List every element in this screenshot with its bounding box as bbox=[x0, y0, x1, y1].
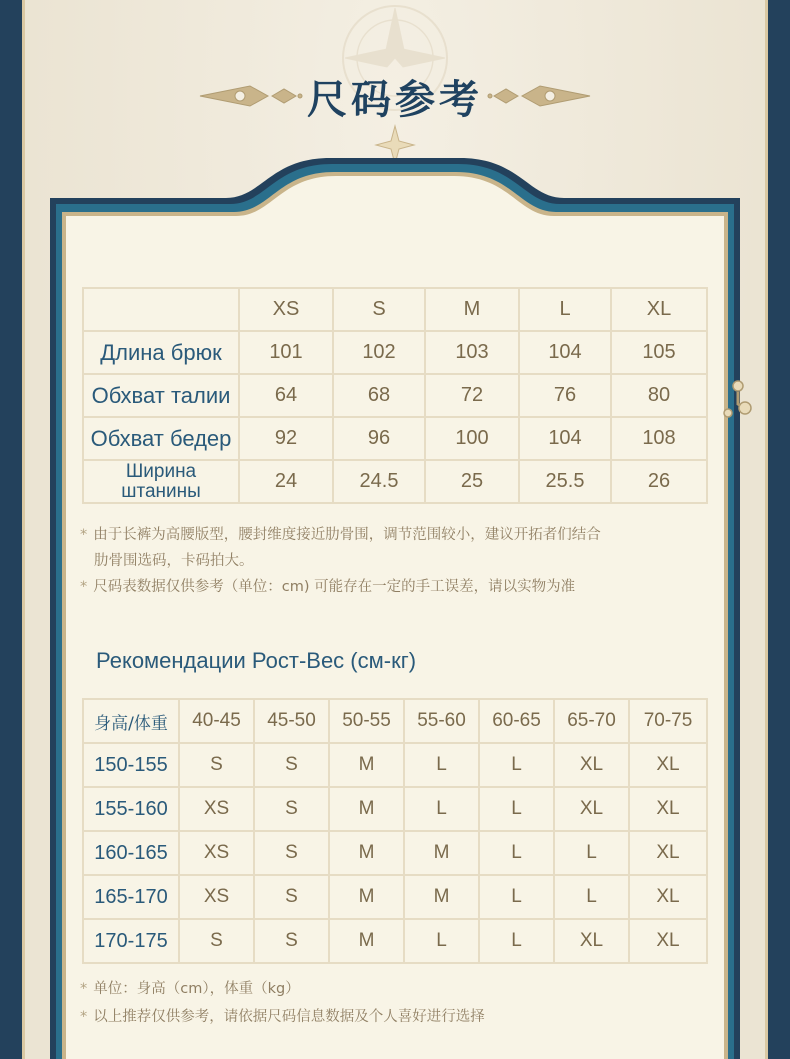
table-cell: XS bbox=[179, 831, 254, 875]
table-cell: L bbox=[404, 919, 479, 963]
table-cell: 104 bbox=[519, 417, 611, 460]
weight-column-header: 60-65 bbox=[479, 699, 554, 743]
size-column-header: XS bbox=[239, 288, 333, 331]
page-title: 尺码参考 bbox=[307, 76, 483, 123]
table-cell: XL bbox=[554, 919, 629, 963]
weight-column-header: 70-75 bbox=[629, 699, 707, 743]
row-label-line: Ширина bbox=[125, 460, 197, 482]
table-cell: 102 bbox=[333, 331, 425, 374]
note-bottom-1 bbox=[80, 976, 300, 1002]
row-label-line: штанины bbox=[121, 480, 201, 502]
note-text: 肋骨围选码，卡码拍大。 bbox=[94, 553, 254, 569]
row-label: Обхват талии bbox=[83, 374, 239, 417]
table-cell: 64 bbox=[239, 374, 333, 417]
size-chart-table bbox=[82, 287, 708, 504]
note-top-1 bbox=[80, 522, 601, 574]
table-cell: M bbox=[329, 743, 404, 787]
table-cell: 101 bbox=[239, 331, 333, 374]
table-cell: L bbox=[554, 831, 629, 875]
row-label: Обхват бедер bbox=[83, 417, 239, 460]
table-cell: L bbox=[479, 743, 554, 787]
table-cell: L bbox=[479, 919, 554, 963]
note-star: * bbox=[80, 1009, 88, 1025]
table-cell: 92 bbox=[239, 417, 333, 460]
note-text: 由于长裤为高腰版型，腰封维度接近肋骨围，调节范围较小，建议开拓者们结合 bbox=[93, 527, 601, 543]
table-cell: M bbox=[404, 831, 479, 875]
table-cell: L bbox=[479, 831, 554, 875]
table-row bbox=[83, 743, 707, 787]
note-text: 单位：身高（cm），体重（kg） bbox=[93, 981, 300, 997]
table-row bbox=[83, 787, 707, 831]
height-row-label: 165-170 bbox=[83, 875, 179, 919]
height-row-label: 150-155 bbox=[83, 743, 179, 787]
size-header-row bbox=[83, 288, 707, 331]
table-cell: 72 bbox=[425, 374, 519, 417]
table-row bbox=[83, 875, 707, 919]
table-cell: M bbox=[404, 875, 479, 919]
note-text: 尺码表数据仅供参考（单位：cm) 可能存在一定的手工误差，请以实物为准 bbox=[93, 579, 576, 595]
table-row bbox=[83, 831, 707, 875]
recommendation-title: Рекомендации Рост-Вес (см-кг) bbox=[96, 648, 417, 673]
table-cell: XL bbox=[554, 743, 629, 787]
table-cell: 25 bbox=[425, 460, 519, 503]
table-cell: M bbox=[329, 787, 404, 831]
weight-column-header: 45-50 bbox=[254, 699, 329, 743]
table-cell: S bbox=[254, 743, 329, 787]
table-cell: L bbox=[479, 787, 554, 831]
table-cell: XL bbox=[629, 787, 707, 831]
table-cell: S bbox=[179, 743, 254, 787]
table-cell: 24.5 bbox=[333, 460, 425, 503]
size-column-header: L bbox=[519, 288, 611, 331]
table-cell: 104 bbox=[519, 331, 611, 374]
rec-header-row bbox=[83, 699, 707, 743]
table-cell: M bbox=[329, 919, 404, 963]
table-row bbox=[83, 919, 707, 963]
table-cell: XL bbox=[629, 743, 707, 787]
note-star: * bbox=[80, 981, 88, 997]
table-cell: XL bbox=[629, 831, 707, 875]
table-row bbox=[83, 374, 707, 417]
weight-column-header: 65-70 bbox=[554, 699, 629, 743]
size-column-header: S bbox=[333, 288, 425, 331]
row-label bbox=[83, 460, 239, 503]
table-cell: 80 bbox=[611, 374, 707, 417]
table-cell: 25.5 bbox=[519, 460, 611, 503]
table-cell: L bbox=[479, 875, 554, 919]
weight-column-header: 55-60 bbox=[404, 699, 479, 743]
note-top-2 bbox=[80, 574, 575, 600]
table-cell: 108 bbox=[611, 417, 707, 460]
note-star: * bbox=[80, 527, 88, 543]
table-cell: S bbox=[179, 919, 254, 963]
note-bottom-2 bbox=[80, 1004, 485, 1030]
table-cell: 96 bbox=[333, 417, 425, 460]
table-row bbox=[83, 460, 707, 503]
table-cell: XL bbox=[629, 919, 707, 963]
size-corner-cell bbox=[83, 288, 239, 331]
table-cell: M bbox=[329, 875, 404, 919]
note-text: 以上推荐仅供参考，请依据尺码信息数据及个人喜好进行选择 bbox=[93, 1009, 485, 1025]
note-star: * bbox=[80, 579, 88, 595]
table-cell: 100 bbox=[425, 417, 519, 460]
table-cell: 76 bbox=[519, 374, 611, 417]
table-cell: L bbox=[404, 743, 479, 787]
table-row bbox=[83, 417, 707, 460]
weight-column-header: 50-55 bbox=[329, 699, 404, 743]
size-column-header: M bbox=[425, 288, 519, 331]
table-cell: XS bbox=[179, 875, 254, 919]
weight-column-header: 40-45 bbox=[179, 699, 254, 743]
table-cell: L bbox=[404, 787, 479, 831]
table-cell: XS bbox=[179, 787, 254, 831]
table-cell: S bbox=[254, 831, 329, 875]
height-row-label: 160-165 bbox=[83, 831, 179, 875]
table-cell: 105 bbox=[611, 331, 707, 374]
row-label: Длина брюк bbox=[83, 331, 239, 374]
table-row bbox=[83, 331, 707, 374]
table-cell: L bbox=[554, 875, 629, 919]
table-cell: M bbox=[329, 831, 404, 875]
table-cell: S bbox=[254, 919, 329, 963]
table-cell: XL bbox=[629, 875, 707, 919]
table-cell: XL bbox=[554, 787, 629, 831]
rec-corner-cell: 身高/体重 bbox=[83, 699, 179, 743]
height-row-label: 155-160 bbox=[83, 787, 179, 831]
table-cell: 103 bbox=[425, 331, 519, 374]
table-cell: S bbox=[254, 787, 329, 831]
table-cell: 24 bbox=[239, 460, 333, 503]
table-cell: 26 bbox=[611, 460, 707, 503]
size-column-header: XL bbox=[611, 288, 707, 331]
recommendation-table bbox=[82, 698, 708, 964]
table-cell: S bbox=[254, 875, 329, 919]
table-cell: 68 bbox=[333, 374, 425, 417]
height-row-label: 170-175 bbox=[83, 919, 179, 963]
